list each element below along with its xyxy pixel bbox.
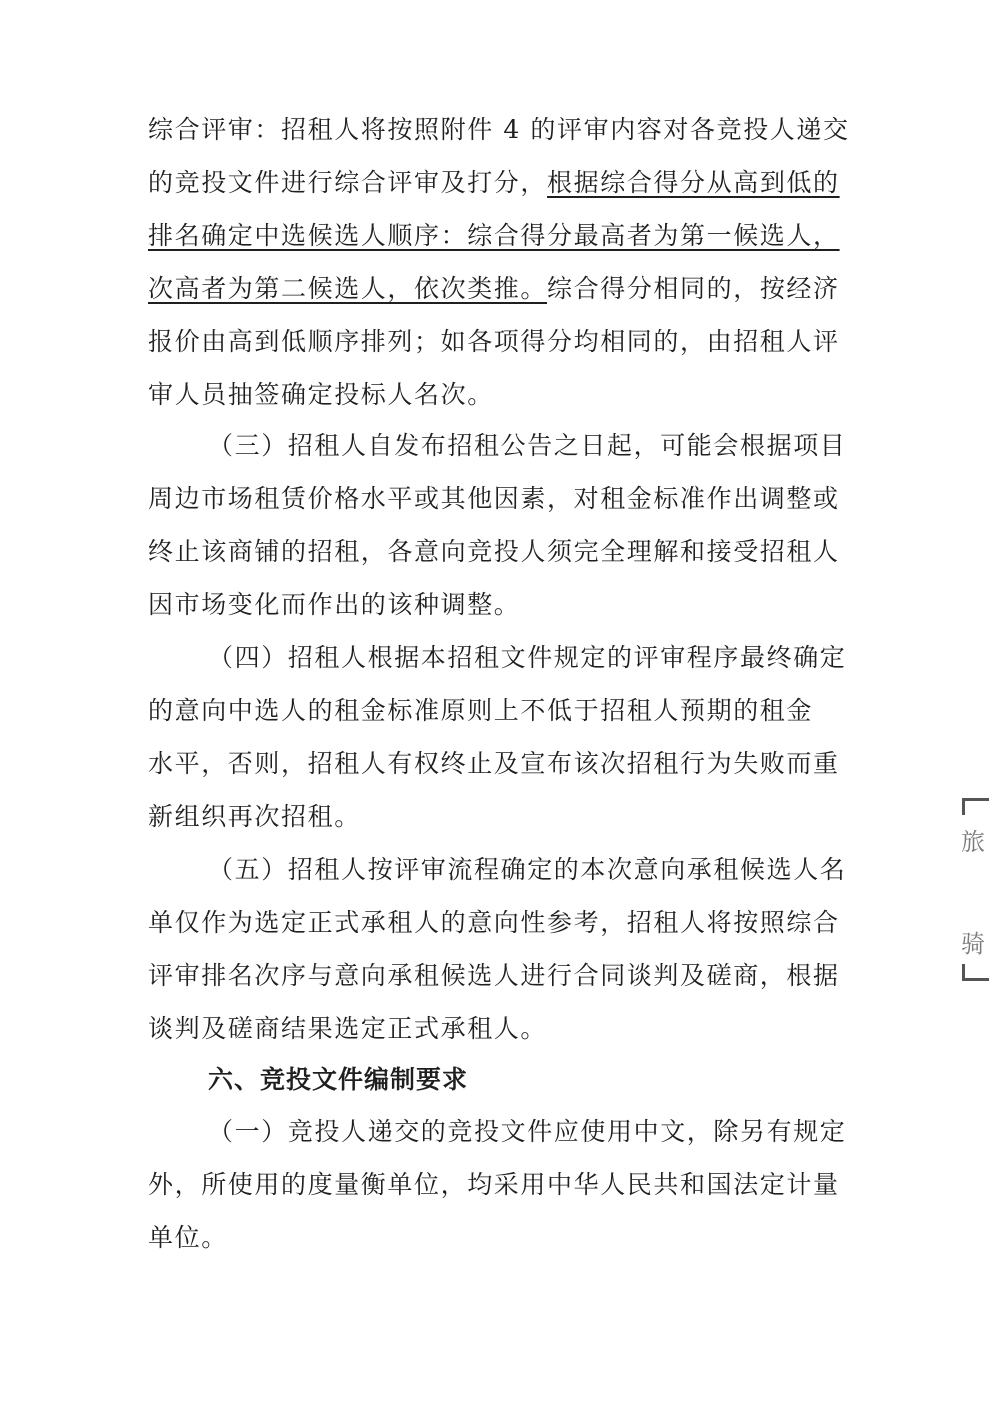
paragraph-line xyxy=(148,322,840,362)
section-heading xyxy=(208,1060,468,1100)
paragraph-line xyxy=(148,1009,547,1049)
text-run: 单仅作为选定正式承租人的意向性参考，招租人将按照综合 xyxy=(148,908,840,937)
text-run: 外，所使用的度量衡单位，均采用中华人民共和国法定计量 xyxy=(148,1170,840,1199)
text-run: 水平，否则，招租人有权终止及宣布该次招租行为失败而重 xyxy=(148,749,840,778)
paragraph-line xyxy=(148,585,520,625)
side-seal-stamp xyxy=(958,798,989,988)
text-run: 谈判及磋商结果选定正式承租人。 xyxy=(148,1014,548,1043)
paragraph-line xyxy=(148,903,840,943)
paragraph-line xyxy=(148,532,840,572)
paragraph-line xyxy=(208,426,846,466)
paragraph-line xyxy=(148,375,494,415)
seal-bracket-top xyxy=(962,798,989,815)
paragraph-line xyxy=(148,1218,228,1258)
paragraph-line xyxy=(148,956,840,996)
text-run: 六、竞投文件编制要求 xyxy=(208,1065,469,1094)
text-run: 周边市场租赁价格水平或其他因素，对租金标准作出调整或 xyxy=(148,484,840,513)
text-run: （三）招租人自发布招租公告之日起，可能会根据项目 xyxy=(208,431,847,460)
paragraph-line xyxy=(148,479,840,519)
text-run: 因市场变化而作出的该种调整。 xyxy=(148,590,521,619)
paragraph-line xyxy=(148,744,840,784)
text-run: 终止该商铺的招租，各意向竞投人须完全理解和接受招租人 xyxy=(148,537,840,566)
text-run: 评审排名次序与意向承租候选人进行合同谈判及磋商，根据 xyxy=(148,961,840,990)
seal-bracket-bottom xyxy=(962,964,989,981)
text-run: （一）竞投人递交的竞投文件应使用中文，除另有规定 xyxy=(208,1117,847,1146)
paragraph-line xyxy=(148,110,850,150)
paragraph-line xyxy=(208,1112,846,1152)
text-run: 报价由高到低顺序排列；如各项得分均相同的，由招租人评 xyxy=(148,327,840,356)
seal-char: 旅 xyxy=(961,828,985,856)
text-run: 新组织再次招租。 xyxy=(148,802,361,831)
underlined-text: 排名确定中选候选人顺序：综合得分最高者为第一候选人， xyxy=(148,221,840,250)
paragraph-line xyxy=(148,163,840,203)
text-run: 的竞投文件进行综合评审及打分， xyxy=(148,168,548,197)
paragraph-line xyxy=(208,850,846,890)
paragraph-line xyxy=(148,691,813,731)
paragraph-line xyxy=(208,638,846,678)
text-run: 的意向中选人的租金标准原则上不低于招租人预期的租金 xyxy=(148,696,814,725)
seal-char: 骑 xyxy=(961,930,985,958)
paragraph-line xyxy=(148,269,840,309)
paragraph-line xyxy=(148,216,840,256)
underlined-text: 根据综合得分从高到低的 xyxy=(547,168,840,197)
text-run: （四）招租人根据本招租文件规定的评审程序最终确定 xyxy=(208,643,847,672)
text-run: 综合得分相同的，按经济 xyxy=(547,274,840,303)
underlined-text: 次高者为第二候选人，依次类推。 xyxy=(148,274,548,303)
paragraph-line xyxy=(148,1165,840,1205)
text-run: 审人员抽签确定投标人名次。 xyxy=(148,380,494,409)
text-run: 单位。 xyxy=(148,1223,228,1252)
paragraph-line xyxy=(148,797,361,837)
text-run: （五）招租人按评审流程确定的本次意向承租候选人名 xyxy=(208,855,847,884)
text-run: 综合评审：招租人将按照附件 4 的评审内容对各竞投人递交 xyxy=(148,115,850,144)
